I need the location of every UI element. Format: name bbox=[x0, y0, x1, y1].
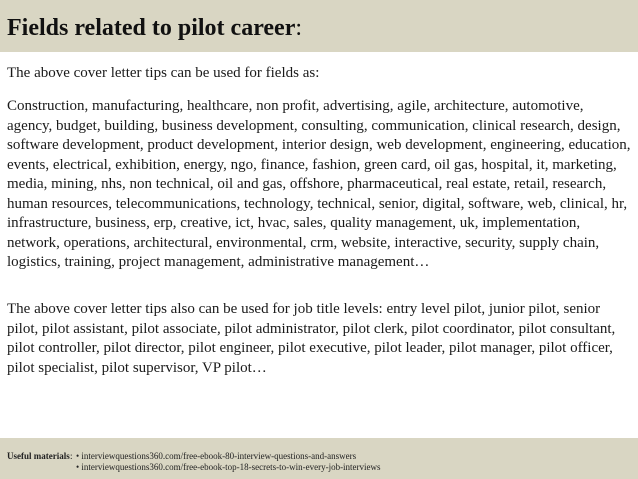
page-title-colon: : bbox=[295, 15, 303, 41]
intro-text: The above cover letter tips can be used for fields as: bbox=[7, 65, 320, 81]
fields-list-text: Construction, manufacturing, healthcare, non profit, advertising, agile, architecture, automotive, agency, budget, building, business development, consulting, communication, clinical research, design, software development, product development, interior design, web development, engineering, education, events, electrical, exhibition, energy, ngo, finance, fashion, green card, oil gas, hospital, it, marketing, media, mining, nhs, non technical, oil and gas, offshore, pharmaceutical, real estate, retail, research, human resources, telecommunications, technology, technical, senior, digital, software, web, clinical, hr, infrastructure, business, erp, creative, ict, hvac, sales, quality management, uk, implementation, network, operations, architectural, environmental, crm, website, interactive, security, supply chain, logistics, training, project management, administrative management… bbox=[7, 98, 631, 270]
useful-materials-colon: : bbox=[70, 451, 73, 461]
footer-link-ebook-18-secrets[interactable]: • interviewquestions360.com/free-ebook-top-18-secrets-to-win-every-job-interviews bbox=[76, 462, 381, 472]
job-levels-text: The above cover letter tips also can be used for job title levels: entry level pilot, junior pilot, senior pilot, pilot assistant, pilot associate, pilot administrator, pilot clerk, pilot coordinator, pilot consultant, pilot controller, pilot director, pilot engineer, pilot executive, pilot leader, pilot manager, pilot officer, pilot specialist, pilot supervisor, VP pilot… bbox=[7, 301, 616, 376]
page-title-text: Fields related to pilot career bbox=[7, 15, 296, 41]
useful-materials-label: Useful materials bbox=[7, 451, 70, 461]
footer-link-ebook-80-questions[interactable]: • interviewquestions360.com/free-ebook-80-interview-questions-and-answers bbox=[76, 451, 357, 461]
page-title bbox=[7, 13, 302, 43]
